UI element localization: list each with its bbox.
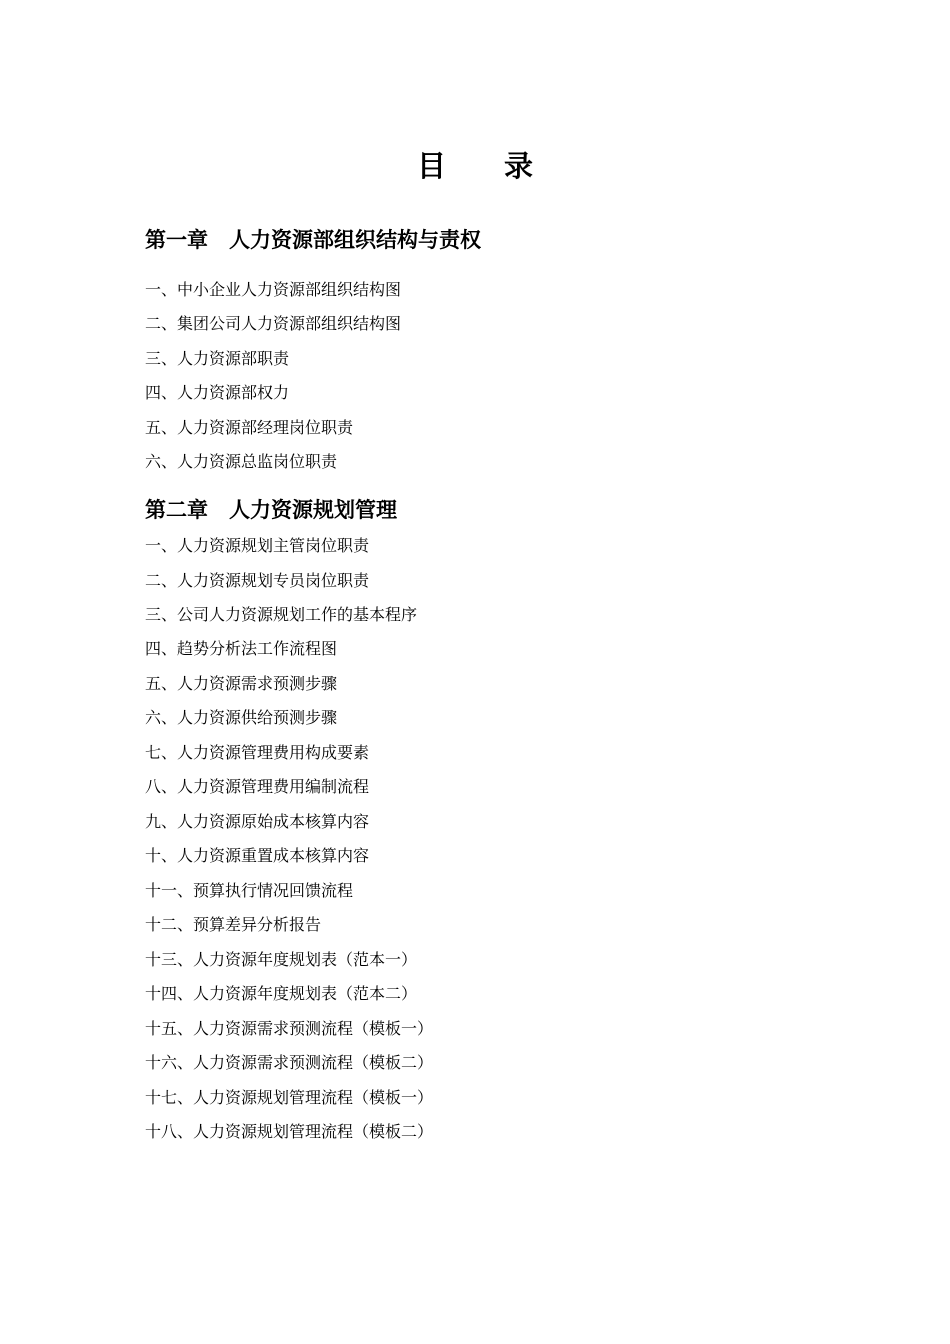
toc-entry[interactable]: 十四、人力资源年度规划表（范本二） — [145, 984, 418, 1003]
toc-entry[interactable]: 二、集团公司人力资源部组织结构图 — [145, 314, 402, 333]
toc-entry[interactable]: 七、人力资源管理费用构成要素 — [145, 743, 370, 762]
toc-entry[interactable]: 四、人力资源部权力 — [145, 383, 290, 402]
toc-entry[interactable]: 十三、人力资源年度规划表（范本一） — [145, 950, 418, 969]
toc-entry[interactable]: 九、人力资源原始成本核算内容 — [145, 812, 370, 831]
toc-entry[interactable]: 五、人力资源需求预测步骤 — [145, 674, 338, 693]
toc-entry[interactable]: 十七、人力资源规划管理流程（模板一） — [145, 1088, 434, 1107]
toc-entry[interactable]: 十五、人力资源需求预测流程（模板一） — [145, 1019, 434, 1038]
toc-entry[interactable]: 二、人力资源规划专员岗位职责 — [145, 571, 370, 590]
toc-entry[interactable]: 一、中小企业人力资源部组织结构图 — [145, 280, 402, 299]
toc-entry[interactable]: 十八、人力资源规划管理流程（模板二） — [145, 1122, 434, 1141]
page-title: 目 录 — [416, 149, 533, 183]
toc-entry[interactable]: 十、人力资源重置成本核算内容 — [145, 846, 370, 865]
toc-entry[interactable]: 十六、人力资源需求预测流程（模板二） — [145, 1053, 434, 1072]
toc-entry[interactable]: 八、人力资源管理费用编制流程 — [145, 777, 370, 796]
toc-entry[interactable]: 五、人力资源部经理岗位职责 — [145, 418, 354, 437]
toc-entry[interactable]: 一、人力资源规划主管岗位职责 — [145, 536, 370, 555]
chapter-heading-2[interactable]: 第二章 人力资源规划管理 — [145, 497, 397, 522]
toc-entry[interactable]: 四、趋势分析法工作流程图 — [145, 639, 338, 658]
toc-entry[interactable]: 六、人力资源总监岗位职责 — [145, 452, 338, 471]
toc-entry[interactable]: 三、公司人力资源规划工作的基本程序 — [145, 605, 418, 624]
chapter-heading-1[interactable]: 第一章 人力资源部组织结构与责权 — [145, 227, 481, 252]
toc-entry[interactable]: 十一、预算执行情况回馈流程 — [145, 881, 354, 900]
toc-entry[interactable]: 十二、预算差异分析报告 — [145, 915, 322, 934]
toc-entry[interactable]: 六、人力资源供给预测步骤 — [145, 708, 338, 727]
toc-entry[interactable]: 三、人力资源部职责 — [145, 349, 290, 368]
